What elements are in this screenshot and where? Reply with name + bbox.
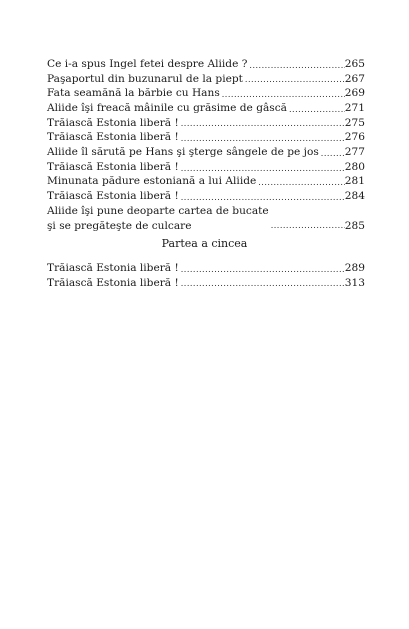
- toc-entry: [47, 160, 365, 175]
- toc-entry-title: Ce i-a spus Ingel fetei despre Aliide ?: [47, 57, 248, 70]
- toc-entry-title: Minunata pădure estoniană a lui Aliide: [47, 175, 257, 188]
- dot-leader: [220, 89, 345, 101]
- toc-entry-title-line-1: Aliide îşi pune deoparte cartea de bucate: [47, 204, 269, 217]
- toc-entry-page: 271: [344, 102, 365, 115]
- dot-leader: [287, 104, 345, 116]
- dot-leader: [243, 74, 345, 86]
- toc-entry-title: Trăiască Estonia liberă !: [47, 276, 179, 289]
- dot-leader: [179, 264, 345, 276]
- toc-entry: [47, 175, 365, 190]
- toc-entry-page: 276: [344, 131, 365, 144]
- toc-entry-title: Aliide îşi freacă mâinile cu grăsime de gâscă: [47, 102, 287, 115]
- toc-entry-page: 285: [344, 219, 365, 232]
- toc-entry: [47, 189, 365, 204]
- dot-leader: [179, 192, 345, 204]
- toc-entry-page: 284: [344, 190, 365, 203]
- dot-leader: [319, 148, 345, 160]
- toc-entry: [47, 86, 365, 101]
- toc-entry-title: Trăiască Estonia liberă !: [47, 116, 179, 129]
- toc-entry: [47, 57, 365, 72]
- toc-entry-title-block: [47, 204, 269, 233]
- toc-entry-multiline: [47, 204, 365, 233]
- part-heading: Partea a cincea: [161, 237, 248, 250]
- toc-entry: [47, 116, 365, 131]
- toc-entry: [47, 101, 365, 116]
- toc-entry-title: Trăiască Estonia liberă !: [47, 160, 179, 173]
- dot-leader: [179, 133, 345, 145]
- toc-entry-page: 281: [344, 175, 365, 188]
- toc-entry-page: 269: [344, 87, 365, 100]
- toc-entry-page: 275: [344, 116, 365, 129]
- toc-entry-title: Paşaportul din buzunarul de la piept: [47, 72, 243, 85]
- dot-leader: [269, 220, 345, 232]
- toc-entry-page: 289: [344, 261, 365, 274]
- toc-entry: [47, 130, 365, 145]
- toc-entry-page: 280: [344, 160, 365, 173]
- toc-entry-page: 277: [344, 146, 365, 159]
- toc-entry-title: Fata seamănă la bărbie cu Hans: [47, 87, 220, 100]
- dot-leader: [179, 118, 345, 130]
- dot-leader: [256, 177, 345, 189]
- toc-entry: [47, 72, 365, 87]
- toc-entry-title: Trăiască Estonia liberă !: [47, 261, 179, 274]
- toc-entry-page: 265: [344, 57, 365, 70]
- table-of-contents-part-five: [47, 261, 365, 290]
- toc-entry-title-line-2: şi se pregăteşte de culcare: [47, 219, 192, 232]
- toc-entry: [47, 276, 365, 291]
- dot-leader: [179, 163, 345, 175]
- toc-entry-title: Trăiască Estonia liberă !: [47, 131, 179, 144]
- dot-leader: [179, 278, 345, 290]
- toc-entry-title: Aliide îl sărută pe Hans şi şterge sângele de pe jos: [47, 146, 319, 159]
- toc-entry: [47, 261, 365, 276]
- dot-leader: [247, 60, 344, 72]
- toc-entry-page: 267: [344, 72, 365, 85]
- toc-entry-title: Trăiască Estonia liberă !: [47, 190, 179, 203]
- toc-entry-page: 313: [344, 276, 365, 289]
- table-of-contents-part-four: [47, 57, 365, 233]
- toc-entry: [47, 145, 365, 160]
